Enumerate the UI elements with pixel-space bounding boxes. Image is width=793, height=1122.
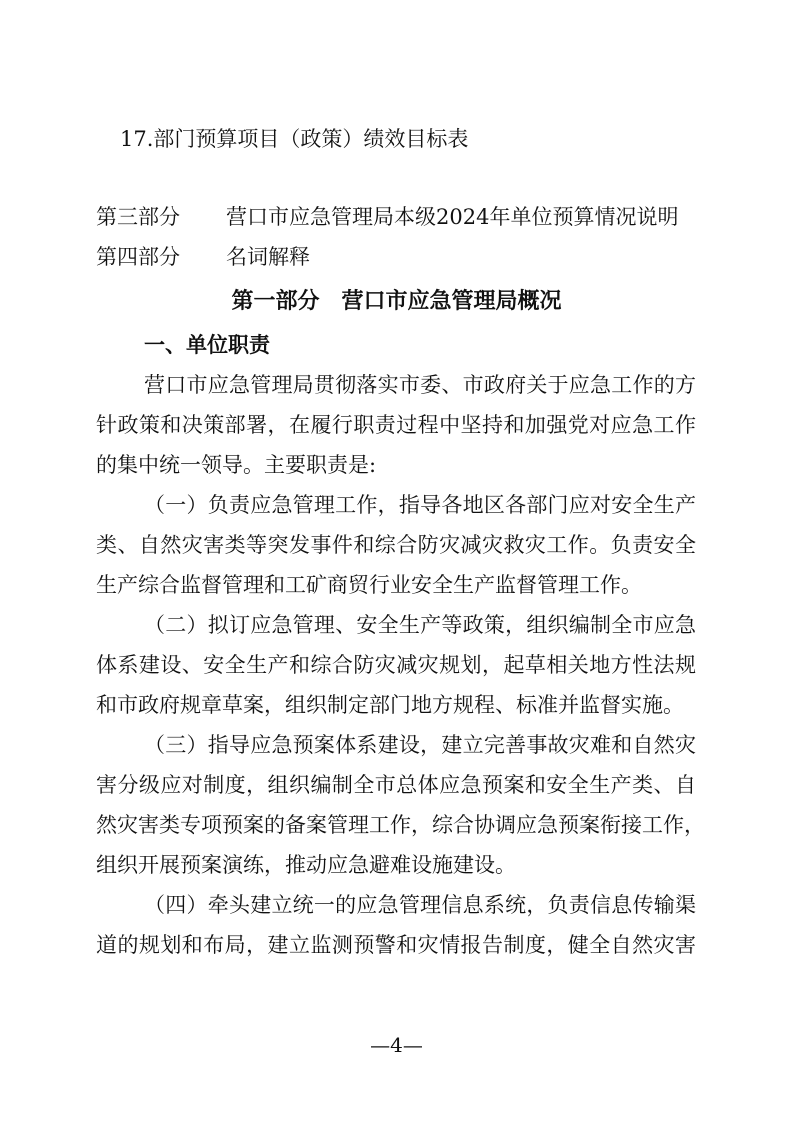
paragraph-2-line-2: 类、自然灾害类等突发事件和综合防灾减灾救灾工作。负责安全 bbox=[96, 533, 696, 557]
paragraph-2-line-1: （一）负责应急管理工作，指导各地区各部门应对安全生产 bbox=[144, 493, 696, 517]
section-title: 第一部分 营口市应急管理局概况 bbox=[231, 288, 562, 314]
paragraph-4-line-4: 组织开展预案演练，推动应急避难设施建设。 bbox=[96, 853, 516, 877]
paragraph-1-line-3: 的集中统一领导。主要职责是: bbox=[96, 453, 377, 477]
toc-part4-label: 第四部分 bbox=[96, 245, 180, 269]
paragraph-4-line-2: 害分级应对制度，组织编制全市总体应急预案和安全生产类、自 bbox=[96, 773, 696, 797]
toc-part3-label: 第三部分 bbox=[96, 205, 180, 229]
paragraph-2-line-3: 生产综合监督管理和工矿商贸行业安全生产监督管理工作。 bbox=[96, 573, 642, 597]
paragraph-1-line-2: 针政策和决策部署，在履行职责过程中坚持和加强党对应急工作 bbox=[96, 413, 696, 437]
paragraph-3-line-3: 和市政府规章草案，组织制定部门地方规程、标准并监督实施。 bbox=[96, 693, 684, 717]
paragraph-4-line-1: （三）指导应急预案体系建设，建立完善事故灾难和自然灾 bbox=[144, 733, 696, 757]
paragraph-5-line-2: 道的规划和布局，建立监测预警和灾情报告制度，健全自然灾害 bbox=[96, 933, 696, 957]
page-number: —4— bbox=[370, 1033, 423, 1057]
paragraph-3-line-1: （二）拟订应急管理、安全生产等政策，组织编制全市应急 bbox=[144, 613, 696, 637]
toc-part3-title: 营口市应急管理局本级2024年单位预算情况说明 bbox=[226, 205, 679, 229]
toc-item-17: 17.部门预算项目（政策）绩效目标表 bbox=[120, 127, 469, 151]
section-subheading: 一、单位职责 bbox=[144, 332, 270, 357]
paragraph-3-line-2: 体系建设、安全生产和综合防灾减灾规划，起草相关地方性法规 bbox=[96, 653, 696, 677]
paragraph-4-line-3: 然灾害类专项预案的备案管理工作，综合协调应急预案衔接工作， bbox=[96, 813, 705, 837]
paragraph-5-line-1: （四）牵头建立统一的应急管理信息系统，负责信息传输渠 bbox=[144, 893, 696, 917]
paragraph-1-line-1: 营口市应急管理局贯彻落实市委、市政府关于应急工作的方 bbox=[144, 373, 696, 397]
toc-part4-title: 名词解释 bbox=[226, 245, 310, 269]
